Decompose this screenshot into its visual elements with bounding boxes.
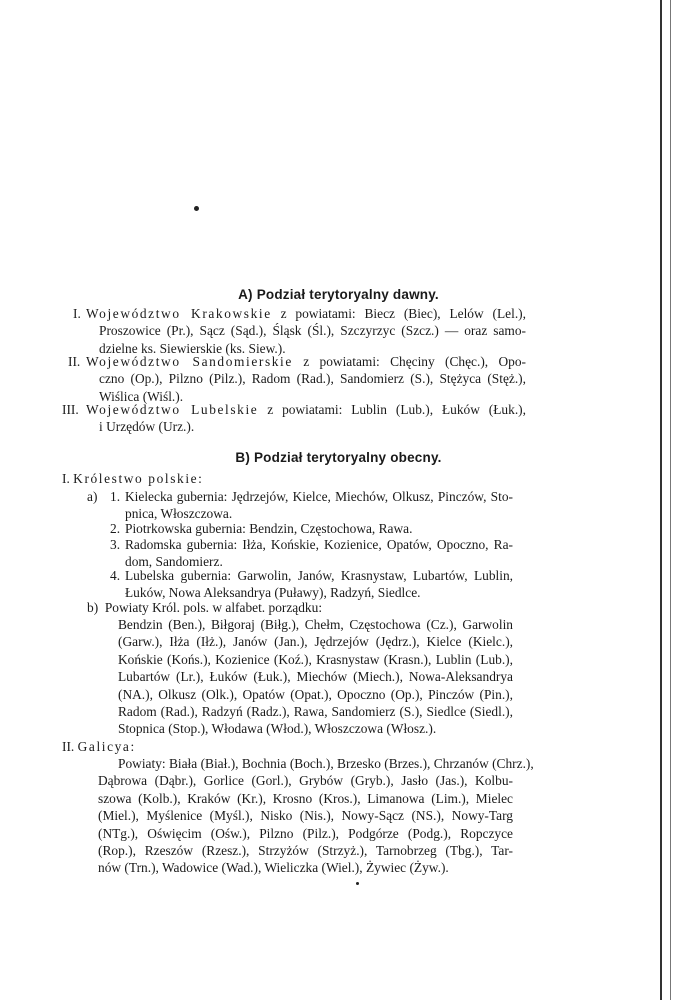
powiaty-galicya-list	[98, 755, 534, 877]
entry-number: III.	[62, 402, 79, 417]
galicya-line: (Miel.), Myślenice (Myśl.), Nisko (Nis.), Nowy-Sącz (NS.), Nowy-Targ	[98, 808, 513, 824]
gubernia-line: Lubelska gubernia: Garwolin, Janów, Krasnystaw, Lubartów, Lublin,	[125, 568, 513, 583]
powiaty-line: Końskie (Końs.), Kozienice (Koź.), Krasnystaw (Krasn.), Lublin (Lub.),	[118, 651, 513, 667]
voivodeship-name: Województwo Sandomierskie	[86, 354, 293, 369]
entry-text: z powiatami: Lublin (Lub.), Łuków (Łuk.),	[258, 402, 526, 417]
subsection-b-label: b)	[87, 600, 99, 615]
gubernia-number: 3.	[110, 537, 121, 552]
ink-dot-small	[356, 882, 359, 885]
page-edge-line	[660, 0, 662, 1000]
powiaty-line: Radom (Rad.), Radzyń (Radz.), Rawa, Sandomierz (S.), Siedlce (Siedl.),	[118, 704, 513, 720]
powiaty-line: (NA.), Olkusz (Olk.), Opatów (Opat.), Opoczno (Op.), Pinczów (Pin.),	[118, 686, 513, 702]
region-name: Królestwo polskie:	[73, 471, 204, 486]
entry-number: I.	[62, 471, 70, 486]
powiaty-krolestwo-list	[118, 616, 513, 738]
region-name: Galicya:	[77, 739, 136, 754]
gubernia-4	[110, 567, 513, 602]
ink-dot	[194, 206, 199, 211]
section-b-heading: B) Podział terytoryalny obecny.	[235, 450, 442, 465]
gubernia-line: Kielecka gubernia: Jędrzejów, Kielce, Miechów, Olkusz, Pinczów, Sto-	[125, 489, 513, 504]
gubernia-number: 4.	[110, 568, 121, 583]
subsection-a-label: a)	[87, 489, 98, 504]
page-edge-line-outer	[670, 0, 671, 1000]
powiaty-line: (Garw.), Iłża (Iłż.), Janów (Jan.), Jędrzejów (Jędrz.), Kielce (Kielc.),	[118, 634, 513, 650]
section-a-entry-3	[62, 401, 526, 436]
gubernia-2	[110, 520, 513, 537]
gubernia-1	[110, 488, 513, 523]
gubernia-line: Radomska gubernia: Iłża, Końskie, Kozienice, Opatów, Opoczno, Ra-	[125, 537, 513, 552]
entry-text: z powiatami: Chęciny (Chęc.), Opo-	[292, 354, 526, 369]
gubernia-line: pnica, Włoszczowa.	[125, 506, 233, 522]
voivodeship-name: Województwo Krakowskie	[86, 306, 272, 321]
entry-line: Proszowice (Pr.), Sącz (Sąd.), Śląsk (Śl.), Szczyrzyc (Szcz.) — oraz samo-	[99, 323, 526, 339]
gubernia-number: 1.	[110, 489, 121, 504]
gubernia-line: Łuków, Nowa Aleksandrya (Puławy), Radzyń, Siedlce.	[125, 585, 421, 601]
powiaty-line: Stopnica (Stop.), Włodawa (Włod.), Włoszczowa (Włosz.).	[118, 721, 437, 737]
gubernia-line: Piotrkowska gubernia: Bendzin, Częstochowa, Rawa.	[125, 521, 413, 536]
section-a-entry-2	[68, 353, 526, 405]
powiaty-line: Bendzin (Ben.), Biłgoraj (Biłg.), Chełm, Częstochowa (Cz.), Garwolin	[118, 617, 513, 632]
gubernia-number: 2.	[110, 521, 121, 536]
entry-line: i Urzędów (Urz.).	[99, 419, 195, 435]
galicya-line: Dąbrowa (Dąbr.), Gorlice (Gorl.), Grybów (Gryb.), Jasło (Jas.), Kolbu-	[98, 773, 513, 789]
entry-number: II.	[68, 354, 81, 369]
galicya-line: nów (Trn.), Wadowice (Wad.), Wieliczka (Wiel.), Żywiec (Żyw.).	[98, 860, 449, 876]
entry-line: Wiślica (Wiśl.).	[99, 388, 184, 404]
entry-number: II.	[62, 739, 75, 754]
section-a-heading: A) Podział terytoryalny dawny.	[238, 287, 439, 302]
gubernia-line: dom, Sandomierz.	[125, 554, 223, 570]
galicya-line: (Rop.), Rzeszów (Rzesz.), Strzyżów (Strzyż.), Tarnobrzeg (Tbg.), Tar-	[98, 843, 513, 859]
gubernia-3	[110, 536, 513, 571]
powiaty-line: Lubartów (Lr.), Łuków (Łuk.), Miechów (Miech.), Nowa-Aleksandrya	[118, 669, 513, 685]
galicya-line: szowa (Kolb.), Kraków (Kr.), Krosno (Kros.), Limanowa (Lim.), Mielec	[98, 790, 513, 806]
subsection-b-title	[87, 599, 387, 616]
entry-line: dzielne ks. Siewierskie (ks. Siew.).	[99, 340, 286, 356]
krolestwo-heading	[62, 470, 362, 487]
entry-text: z powiatami: Biecz (Biec), Lelów (Lel.),	[271, 306, 526, 321]
galicya-line: (NTg.), Oświęcim (Ośw.), Pilzno (Pilz.), Podgórze (Podg.), Ropczyce	[98, 825, 513, 841]
entry-line: czno (Op.), Pilzno (Pilz.), Radom (Rad.), Sandomierz (S.), Stężyca (Stęż.),	[99, 371, 526, 387]
voivodeship-name: Województwo Lubelskie	[86, 402, 259, 417]
subsection-b-text: Powiaty Król. pols. w alfabet. porządku:	[104, 600, 323, 615]
section-a-entry-1	[73, 305, 526, 357]
galicya-first-line: Powiaty: Biała (Biał.), Bochnia (Boch.), Brzesko (Brzes.), Chrzanów (Chrz.),	[118, 756, 534, 771]
galicya-heading	[62, 738, 262, 755]
entry-number: I.	[73, 306, 81, 321]
